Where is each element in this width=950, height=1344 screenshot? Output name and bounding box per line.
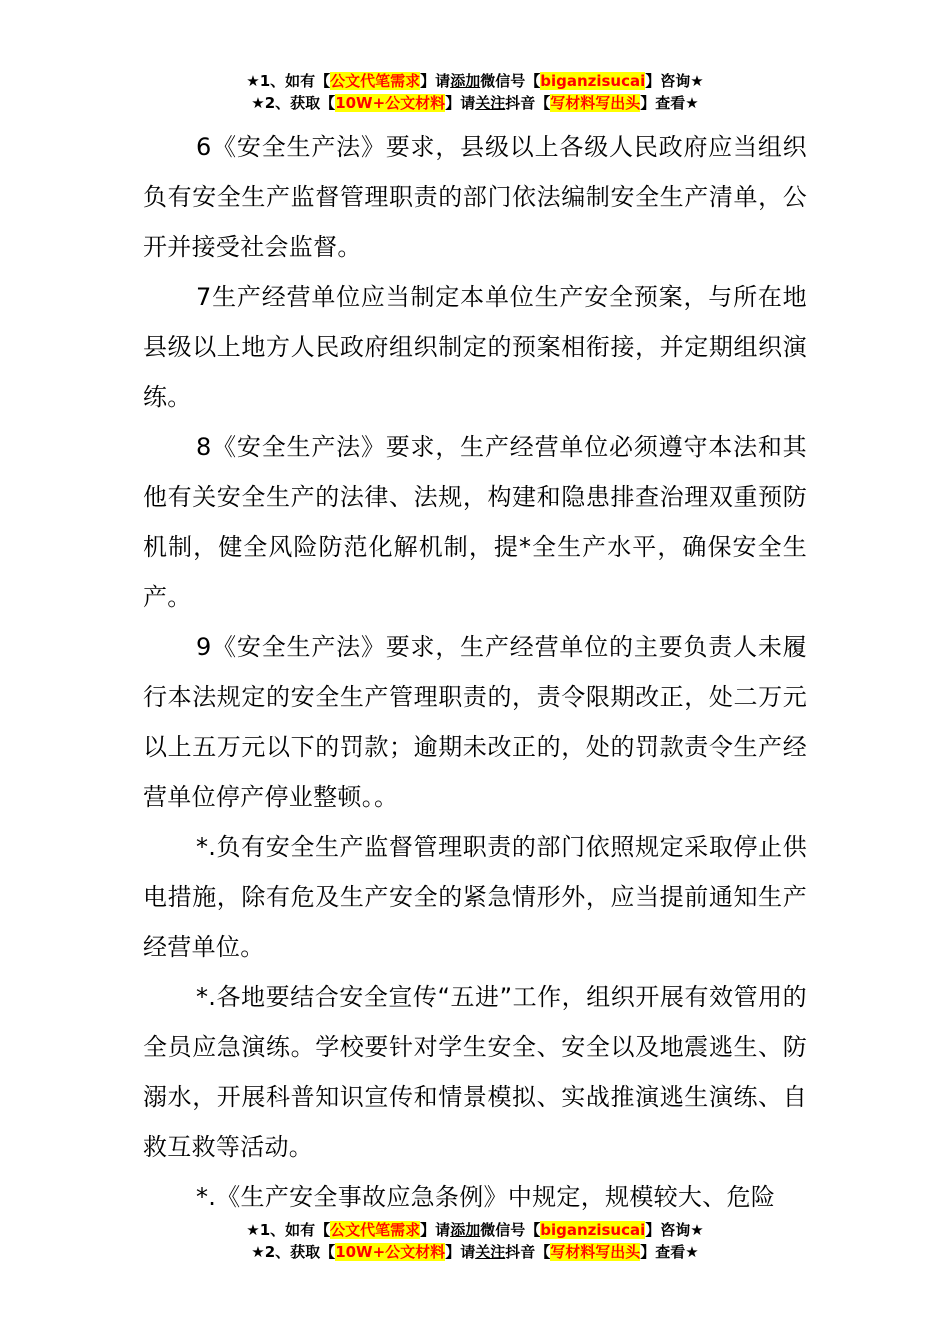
underlined-text: 关注 bbox=[475, 94, 506, 112]
promo-text: 微信号【 bbox=[480, 1221, 541, 1239]
highlighted-text: 10W+公文材料 bbox=[335, 1243, 446, 1261]
promo-text: 】请 bbox=[420, 1221, 451, 1239]
promo-line-2 bbox=[0, 92, 950, 114]
promo-line-1 bbox=[0, 1219, 950, 1241]
promo-text: ★2、获取【 bbox=[251, 1243, 336, 1261]
promo-text: ★1、如有【 bbox=[246, 1221, 331, 1239]
paragraph: 9《安全生产法》要求，生产经营单位的主要负责人未履行本法规定的安全生产管理职责的，责令限期改正，处二万元以上五万元以下的罚款；逾期未改正的，处的罚款责令生产经营单位停产停业整顿。。 bbox=[143, 633, 807, 811]
underlined-text: 添加 bbox=[450, 1221, 481, 1239]
promo-text: 抖音【 bbox=[505, 94, 551, 112]
promo-text: ★2、获取【 bbox=[251, 94, 336, 112]
promo-text: 】咨询★ bbox=[645, 72, 704, 90]
highlighted-text: 公文代笔需求 bbox=[330, 72, 421, 90]
underlined-text: 关注 bbox=[475, 1243, 506, 1261]
promo-text: 抖音【 bbox=[505, 1243, 551, 1261]
footer-promo-banner bbox=[0, 1219, 950, 1263]
highlighted-text: 10W+公文材料 bbox=[335, 94, 446, 112]
wechat-id: biganzisucai bbox=[540, 72, 646, 90]
underlined-text: 添加 bbox=[450, 72, 481, 90]
promo-text: 微信号【 bbox=[480, 72, 541, 90]
promo-line-2 bbox=[0, 1241, 950, 1263]
promo-text: 】请 bbox=[420, 72, 451, 90]
paragraph: *.负有安全生产监督管理职责的部门依照规定采取停止供电措施，除有危及生产安全的紧急情形外，应当提前通知生产经营单位。 bbox=[143, 833, 807, 961]
promo-text: 】咨询★ bbox=[645, 1221, 704, 1239]
highlighted-text: 公文代笔需求 bbox=[330, 1221, 421, 1239]
paragraph: *.《生产安全事故应急条例》中规定，规模较大、危险 bbox=[196, 1183, 776, 1211]
header-promo-banner bbox=[0, 70, 950, 114]
paragraph: 6《安全生产法》要求，县级以上各级人民政府应当组织负有安全生产监督管理职责的部门依法编制安全生产清单，公开并接受社会监督。 bbox=[143, 133, 807, 261]
douyin-account: 写材料写出头 bbox=[550, 94, 641, 112]
promo-line-1 bbox=[0, 70, 950, 92]
wechat-id: biganzisucai bbox=[540, 1221, 646, 1239]
promo-text: ★1、如有【 bbox=[246, 72, 331, 90]
paragraph: *.各地要结合安全宣传“五进”工作，组织开展有效管用的全员应急演练。学校要针对学生安全、安全以及地震逃生、防溺水，开展科普知识宣传和情景模拟、实战推演逃生演练、自救互救等活动。 bbox=[143, 983, 807, 1161]
paragraph: 8《安全生产法》要求，生产经营单位必须遵守本法和其他有关安全生产的法律、法规，构建和隐患排查治理双重预防机制，健全风险防范化解机制，提*全生产水平，确保安全生产。 bbox=[143, 433, 807, 611]
promo-text: 】请 bbox=[445, 94, 476, 112]
promo-text: 】查看★ bbox=[640, 1243, 699, 1261]
douyin-account: 写材料写出头 bbox=[550, 1243, 641, 1261]
document-body bbox=[143, 122, 807, 1222]
paragraph: 7生产经营单位应当制定本单位生产安全预案，与所在地县级以上地方人民政府组织制定的预案相衔接，并定期组织演练。 bbox=[143, 283, 807, 411]
promo-text: 】请 bbox=[445, 1243, 476, 1261]
promo-text: 】查看★ bbox=[640, 94, 699, 112]
